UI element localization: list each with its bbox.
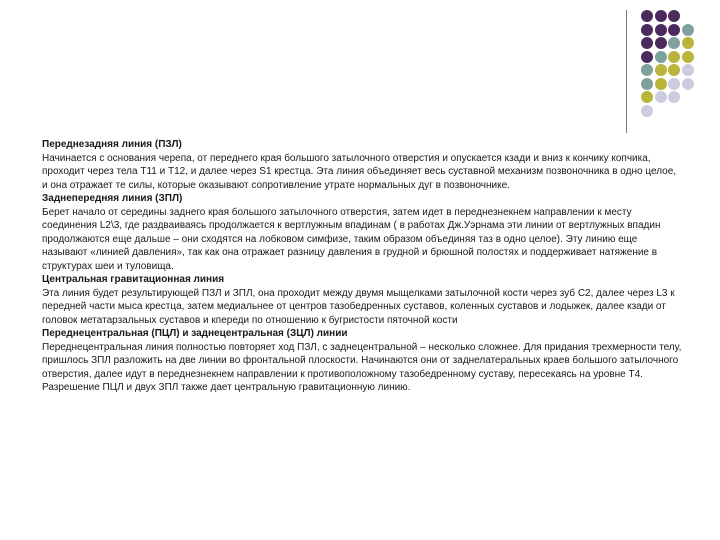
decorative-dot [641, 78, 653, 90]
heading-central-gravity: Центральная гравитационная линия [42, 274, 225, 285]
paragraph-pcl-zcl: Переднецентральная линия полностью повторяет ход ПЗЛ, с заднецентральной – несколько сложнее. Для придания трехмерности телу, пришлось ЗПЛ разложить на две линии во фронтальной плоскости. Начинаются они от заднелатеральных краев большого затылочного отверстия, далее идут в переднезнекнем направлении к противоположному тазобедренному суставу, пересекаясь на уровне Т4. Разрешение ПЦЛ и двух ЗПЛ также дает центральную гравитационную линию. [42, 341, 682, 393]
decorative-dot [668, 91, 680, 103]
heading-pzl: Переднезадняя линия (ПЗЛ) [42, 139, 182, 150]
decorative-dot [668, 78, 680, 90]
heading-zpl: Заднепередняя линия (ЗПЛ) [42, 193, 183, 204]
decorative-dot [655, 24, 667, 36]
decorative-dot [655, 91, 667, 103]
document-body [42, 138, 682, 395]
decorative-dot [655, 37, 667, 49]
decorative-dot [668, 10, 680, 22]
decorative-dot [668, 24, 680, 36]
decorative-dot [655, 78, 667, 90]
decorative-dot [641, 105, 653, 117]
heading-pcl-zcl: Переднецентральная (ПЦЛ) и заднецентральная (ЗЦЛ) линии [42, 328, 348, 339]
decorative-dot [641, 24, 653, 36]
paragraph-central-gravity: Эта линия будет результирующей ПЗЛ и ЗПЛ, она проходит между двумя мыщелками затылочной кости через зуб С2, далее через L3 к передней части мыса крестца, затем медиальнее от центров тазобедренных суставов, коленных суставов и лодыжек, далее кзади от головок метатарзальных суставов и кпереди по отношению к бугристости пяточной кости [42, 287, 675, 326]
paragraph-zpl: Берет начало от середины заднего края большого затылочного отверстия, затем идет в переднезнекнем направлении к месту соединения L2\3, где раздваиваясь продолжается к вертлужным впадинам ( в работах Дж.Уэрнама эти линии от вертлужных впадин продолжаются еще дальше – они сходятся на лобковом симфизе, таким образом объединяя таз в одно целое). Эту линию еще называют «линией давления», так как она отражает разницу давления в грудной и брюшной полостях и поддерживает натяжение в структурах шеи и туловища. [42, 206, 661, 272]
decorative-dot [682, 78, 694, 90]
decorative-dot [655, 10, 667, 22]
decorative-dot [682, 64, 694, 76]
decorative-dot [682, 51, 694, 63]
paragraph-pzl: Начинается с основания черепа, от переднего края большого затылочного отверстия и опускается кзади и вниз к кончику копчика, проходит через тела Т11 и Т12, и далее через S1 крестца. Эта линия объединяет весь суставной механизм позвоночника в одно целое, и она отражает те силы, которые оказывают сопротивление утрате нормальных дуг в позвоночнике. [42, 152, 677, 191]
decorative-dot [682, 37, 694, 49]
decorative-dot [641, 64, 653, 76]
decorative-dot [641, 10, 653, 22]
divider-line [626, 10, 627, 133]
decorative-dot [641, 91, 653, 103]
decorative-dot [668, 51, 680, 63]
decorative-dot [641, 37, 653, 49]
decorative-dot [655, 51, 667, 63]
decorative-dot [641, 51, 653, 63]
decorative-dot [655, 64, 667, 76]
decorative-dot [682, 24, 694, 36]
decorative-dot [668, 64, 680, 76]
decorative-dot [668, 37, 680, 49]
decorative-dots [641, 10, 720, 120]
